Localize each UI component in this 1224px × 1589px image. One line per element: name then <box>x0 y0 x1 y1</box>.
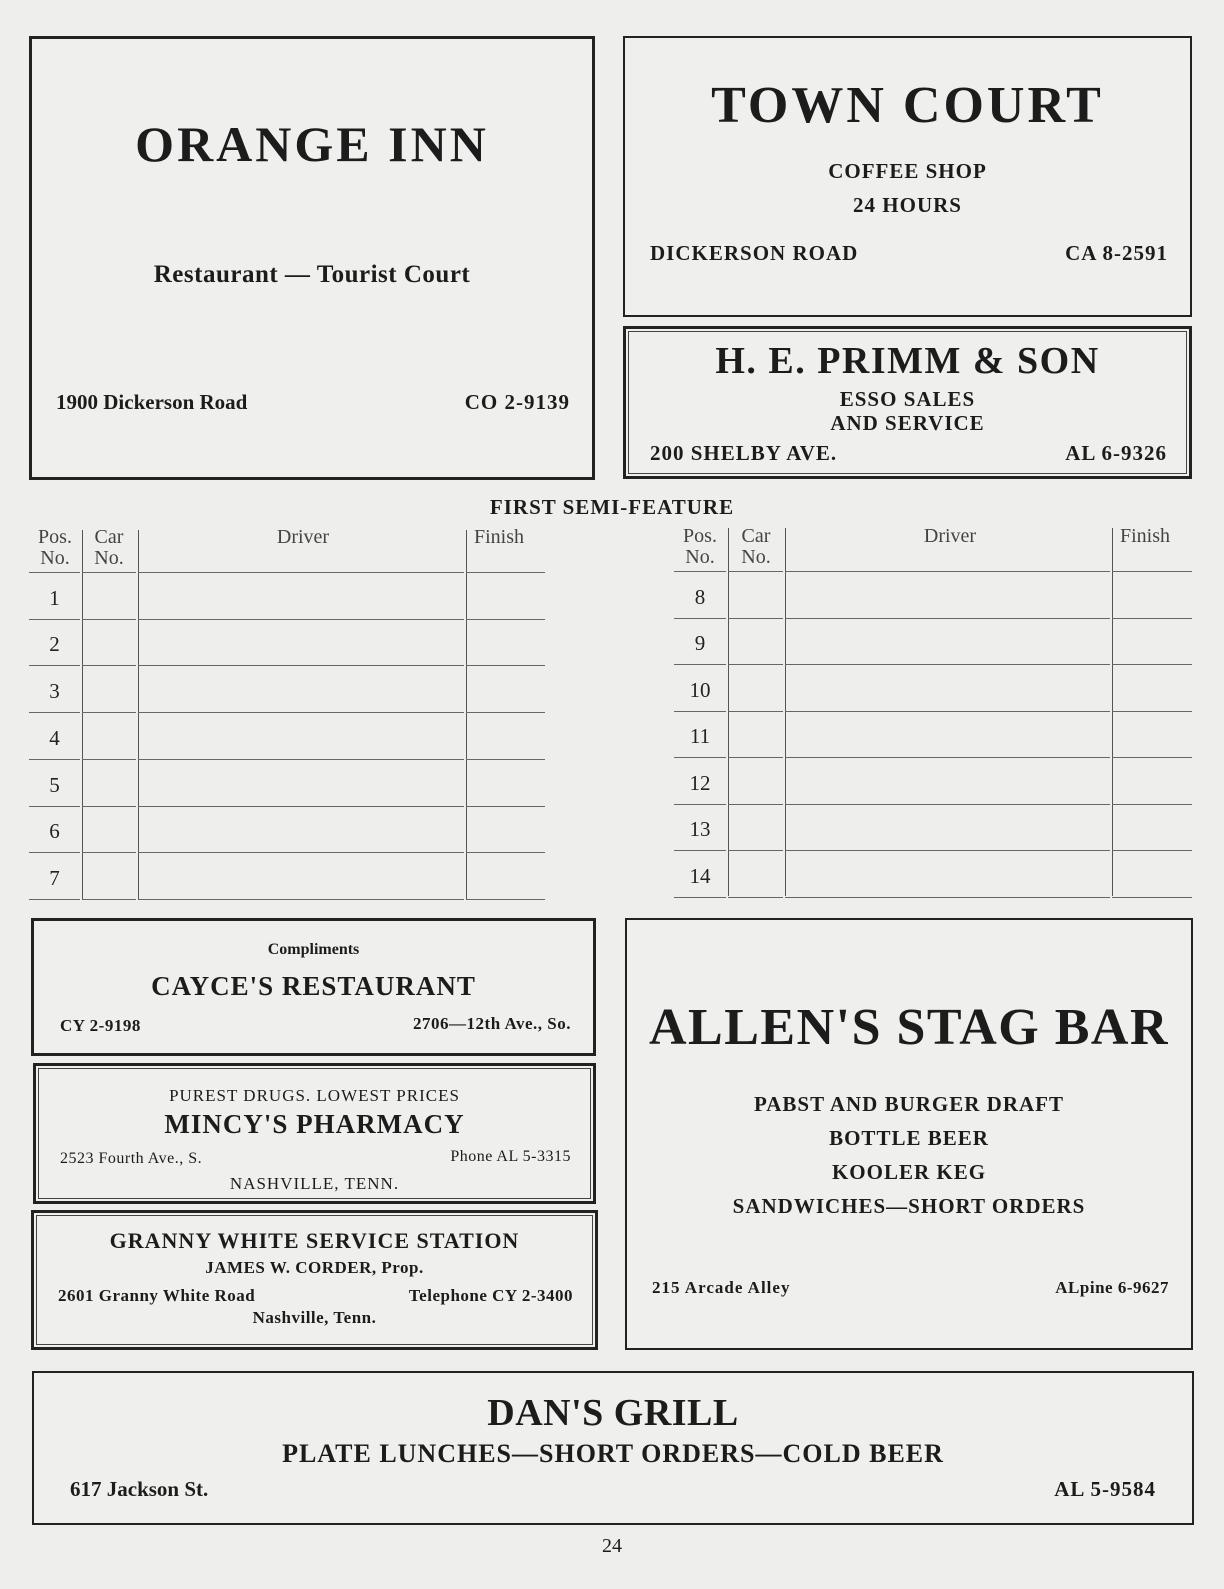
row-rule <box>466 852 545 853</box>
ad-allens-stag-bar <box>625 918 1193 1350</box>
town-court-line1: COFFEE SHOP <box>828 159 987 183</box>
header-finish: Finish <box>1120 525 1171 547</box>
position-number: 5 <box>49 772 60 797</box>
row-rule <box>1112 711 1192 712</box>
allens-line3: KOOLER KEG <box>831 1160 987 1184</box>
row-rule <box>138 806 464 807</box>
ad-dans-grill <box>32 1371 1194 1525</box>
col-divider <box>1112 528 1113 896</box>
row-rule <box>674 711 726 712</box>
position-number: 7 <box>49 865 60 890</box>
header-car-line1: Car <box>741 525 771 547</box>
row-rule <box>82 619 136 620</box>
header-driver: Driver <box>276 526 330 548</box>
row-rule <box>785 571 1110 572</box>
position-number: 8 <box>694 584 706 609</box>
allens-line1: PABST AND BURGER DRAFT <box>753 1092 1064 1116</box>
row-rule <box>728 850 783 851</box>
row-rule <box>29 619 80 620</box>
row-rule <box>29 712 80 713</box>
row-rule <box>29 899 80 900</box>
orange-inn-tagline: Restaurant — Tourist Court <box>153 261 471 288</box>
town-court-phone: CA 8-2591 <box>1065 241 1168 265</box>
granny-proprietor: JAMES W. CORDER, Prop. <box>205 1258 424 1277</box>
row-rule <box>29 806 80 807</box>
row-rule <box>82 712 136 713</box>
granny-title: GRANNY WHITE SERVICE STATION <box>109 1228 520 1253</box>
row-rule <box>1112 571 1192 572</box>
row-rule <box>1112 850 1192 851</box>
primm-phone: AL 6-9326 <box>1065 441 1167 465</box>
row-rule <box>82 759 136 760</box>
row-rule <box>466 806 545 807</box>
position-number: 6 <box>49 819 60 844</box>
row-rule <box>29 852 80 853</box>
header-pos <box>674 526 726 568</box>
dans-phone: AL 5-9584 <box>1054 1477 1156 1501</box>
row-rule <box>785 757 1110 758</box>
col-divider <box>728 528 729 896</box>
cayce-address: 2706—12th Ave., So. <box>413 1014 571 1033</box>
row-rule <box>138 619 464 620</box>
row-rule <box>466 899 545 900</box>
cayce-title: CAYCE'S RESTAURANT <box>151 971 476 1001</box>
orange-inn-phone: CO 2-9139 <box>464 390 570 414</box>
row-rule <box>1112 897 1192 898</box>
row-rule <box>466 759 545 760</box>
orange-inn-title: ORANGE INN <box>135 116 489 172</box>
ad-cayce-restaurant <box>31 918 596 1056</box>
col-divider <box>466 530 467 900</box>
row-rule <box>138 665 464 666</box>
position-number: 13 <box>689 817 711 841</box>
position-number: 4 <box>49 725 60 750</box>
ad-orange-inn <box>29 36 595 480</box>
row-rule <box>82 852 136 853</box>
row-rule <box>1112 804 1192 805</box>
position-number: 2 <box>49 632 60 657</box>
position-number: 11 <box>689 724 711 748</box>
row-rule <box>785 711 1110 712</box>
position-number: 10 <box>689 677 711 702</box>
row-rule <box>674 757 726 758</box>
town-court-line2: 24 HOURS <box>853 193 962 217</box>
granny-address: 2601 Granny White Road <box>58 1286 256 1305</box>
row-rule <box>466 619 545 620</box>
position-number: 3 <box>49 679 60 704</box>
header-pos-line1: Pos. <box>683 525 717 547</box>
header-pos-line1: Pos. <box>38 526 72 548</box>
dans-title: DAN'S GRILL <box>487 1392 739 1434</box>
row-rule <box>674 571 726 572</box>
header-car <box>83 527 135 569</box>
col-divider <box>138 530 139 900</box>
row-rule <box>82 572 136 573</box>
primm-line2: AND SERVICE <box>830 411 985 435</box>
row-rule <box>785 897 1110 898</box>
col-divider <box>785 528 786 896</box>
allens-title: ALLEN'S STAG BAR <box>648 999 1170 1056</box>
row-rule <box>674 804 726 805</box>
cayce-compliments: Compliments <box>267 941 360 958</box>
page-number: 24 <box>602 1535 622 1557</box>
row-rule <box>728 618 783 619</box>
position-number: 14 <box>689 863 711 888</box>
row-rule <box>29 665 80 666</box>
allens-line4: SANDWICHES—SHORT ORDERS <box>732 1194 1086 1218</box>
position-number: 1 <box>49 585 60 610</box>
row-rule <box>138 899 464 900</box>
position-number: 12 <box>689 770 711 795</box>
col-divider <box>82 530 83 900</box>
mincy-phone: Phone AL 5-3315 <box>450 1148 571 1165</box>
ad-granny-white-station <box>31 1210 598 1350</box>
primm-line1: ESSO SALES <box>839 387 976 411</box>
header-car <box>730 526 782 568</box>
primm-title: H. E. PRIMM & SON <box>715 340 1100 382</box>
row-rule <box>138 572 464 573</box>
row-rule <box>785 804 1110 805</box>
header-pos-line2: No. <box>685 546 715 568</box>
allens-line2: BOTTLE BEER <box>829 1126 989 1150</box>
row-rule <box>466 572 545 573</box>
row-rule <box>466 665 545 666</box>
granny-city: Nashville, Tenn. <box>252 1308 377 1327</box>
row-rule <box>728 664 783 665</box>
header-car-line2: No. <box>741 546 771 568</box>
cayce-phone: CY 2-9198 <box>60 1016 141 1035</box>
granny-phone: Telephone CY 2-3400 <box>408 1286 573 1305</box>
header-finish: Finish <box>474 526 525 548</box>
header-car-line2: No. <box>94 547 124 569</box>
allens-address: 215 Arcade Alley <box>652 1278 791 1297</box>
row-rule <box>138 712 464 713</box>
ad-mincys-pharmacy <box>33 1063 596 1204</box>
row-rule <box>82 899 136 900</box>
primm-address: 200 SHELBY AVE. <box>650 441 838 465</box>
row-rule <box>29 572 80 573</box>
row-rule <box>138 759 464 760</box>
header-car-line1: Car <box>94 526 124 548</box>
mincy-city: NASHVILLE, TENN. <box>229 1174 400 1193</box>
mincy-address: 2523 Fourth Ave., S. <box>60 1150 203 1167</box>
town-court-title: TOWN COURT <box>711 77 1104 134</box>
row-rule <box>466 712 545 713</box>
row-rule <box>29 759 80 760</box>
header-pos <box>29 527 81 569</box>
row-rule <box>674 618 726 619</box>
mincy-slogan: PUREST DRUGS. LOWEST PRICES <box>169 1086 460 1105</box>
row-rule <box>1112 664 1192 665</box>
row-rule <box>1112 618 1192 619</box>
row-rule <box>785 618 1110 619</box>
ad-primm <box>623 326 1192 479</box>
row-rule <box>1112 757 1192 758</box>
row-rule <box>674 897 726 898</box>
race-title: FIRST SEMI-FEATURE <box>489 495 735 519</box>
allens-phone: ALpine 6-9627 <box>1055 1278 1169 1297</box>
mincy-title: MINCY'S PHARMACY <box>164 1109 465 1139</box>
row-rule <box>785 664 1110 665</box>
row-rule <box>728 571 783 572</box>
row-rule <box>82 806 136 807</box>
dans-address: 617 Jackson St. <box>70 1477 209 1501</box>
position-number: 9 <box>694 631 706 655</box>
row-rule <box>138 852 464 853</box>
dans-subtitle: PLATE LUNCHES—SHORT ORDERS—COLD BEER <box>282 1439 944 1468</box>
row-rule <box>728 897 783 898</box>
row-rule <box>674 850 726 851</box>
header-driver: Driver <box>923 525 977 547</box>
row-rule <box>728 804 783 805</box>
row-rule <box>82 665 136 666</box>
ad-town-court <box>623 36 1192 317</box>
row-rule <box>728 711 783 712</box>
orange-inn-address: 1900 Dickerson Road <box>56 390 248 414</box>
town-court-address: DICKERSON ROAD <box>650 241 859 265</box>
row-rule <box>674 664 726 665</box>
header-pos-line2: No. <box>40 547 70 569</box>
row-rule <box>785 850 1110 851</box>
row-rule <box>728 757 783 758</box>
